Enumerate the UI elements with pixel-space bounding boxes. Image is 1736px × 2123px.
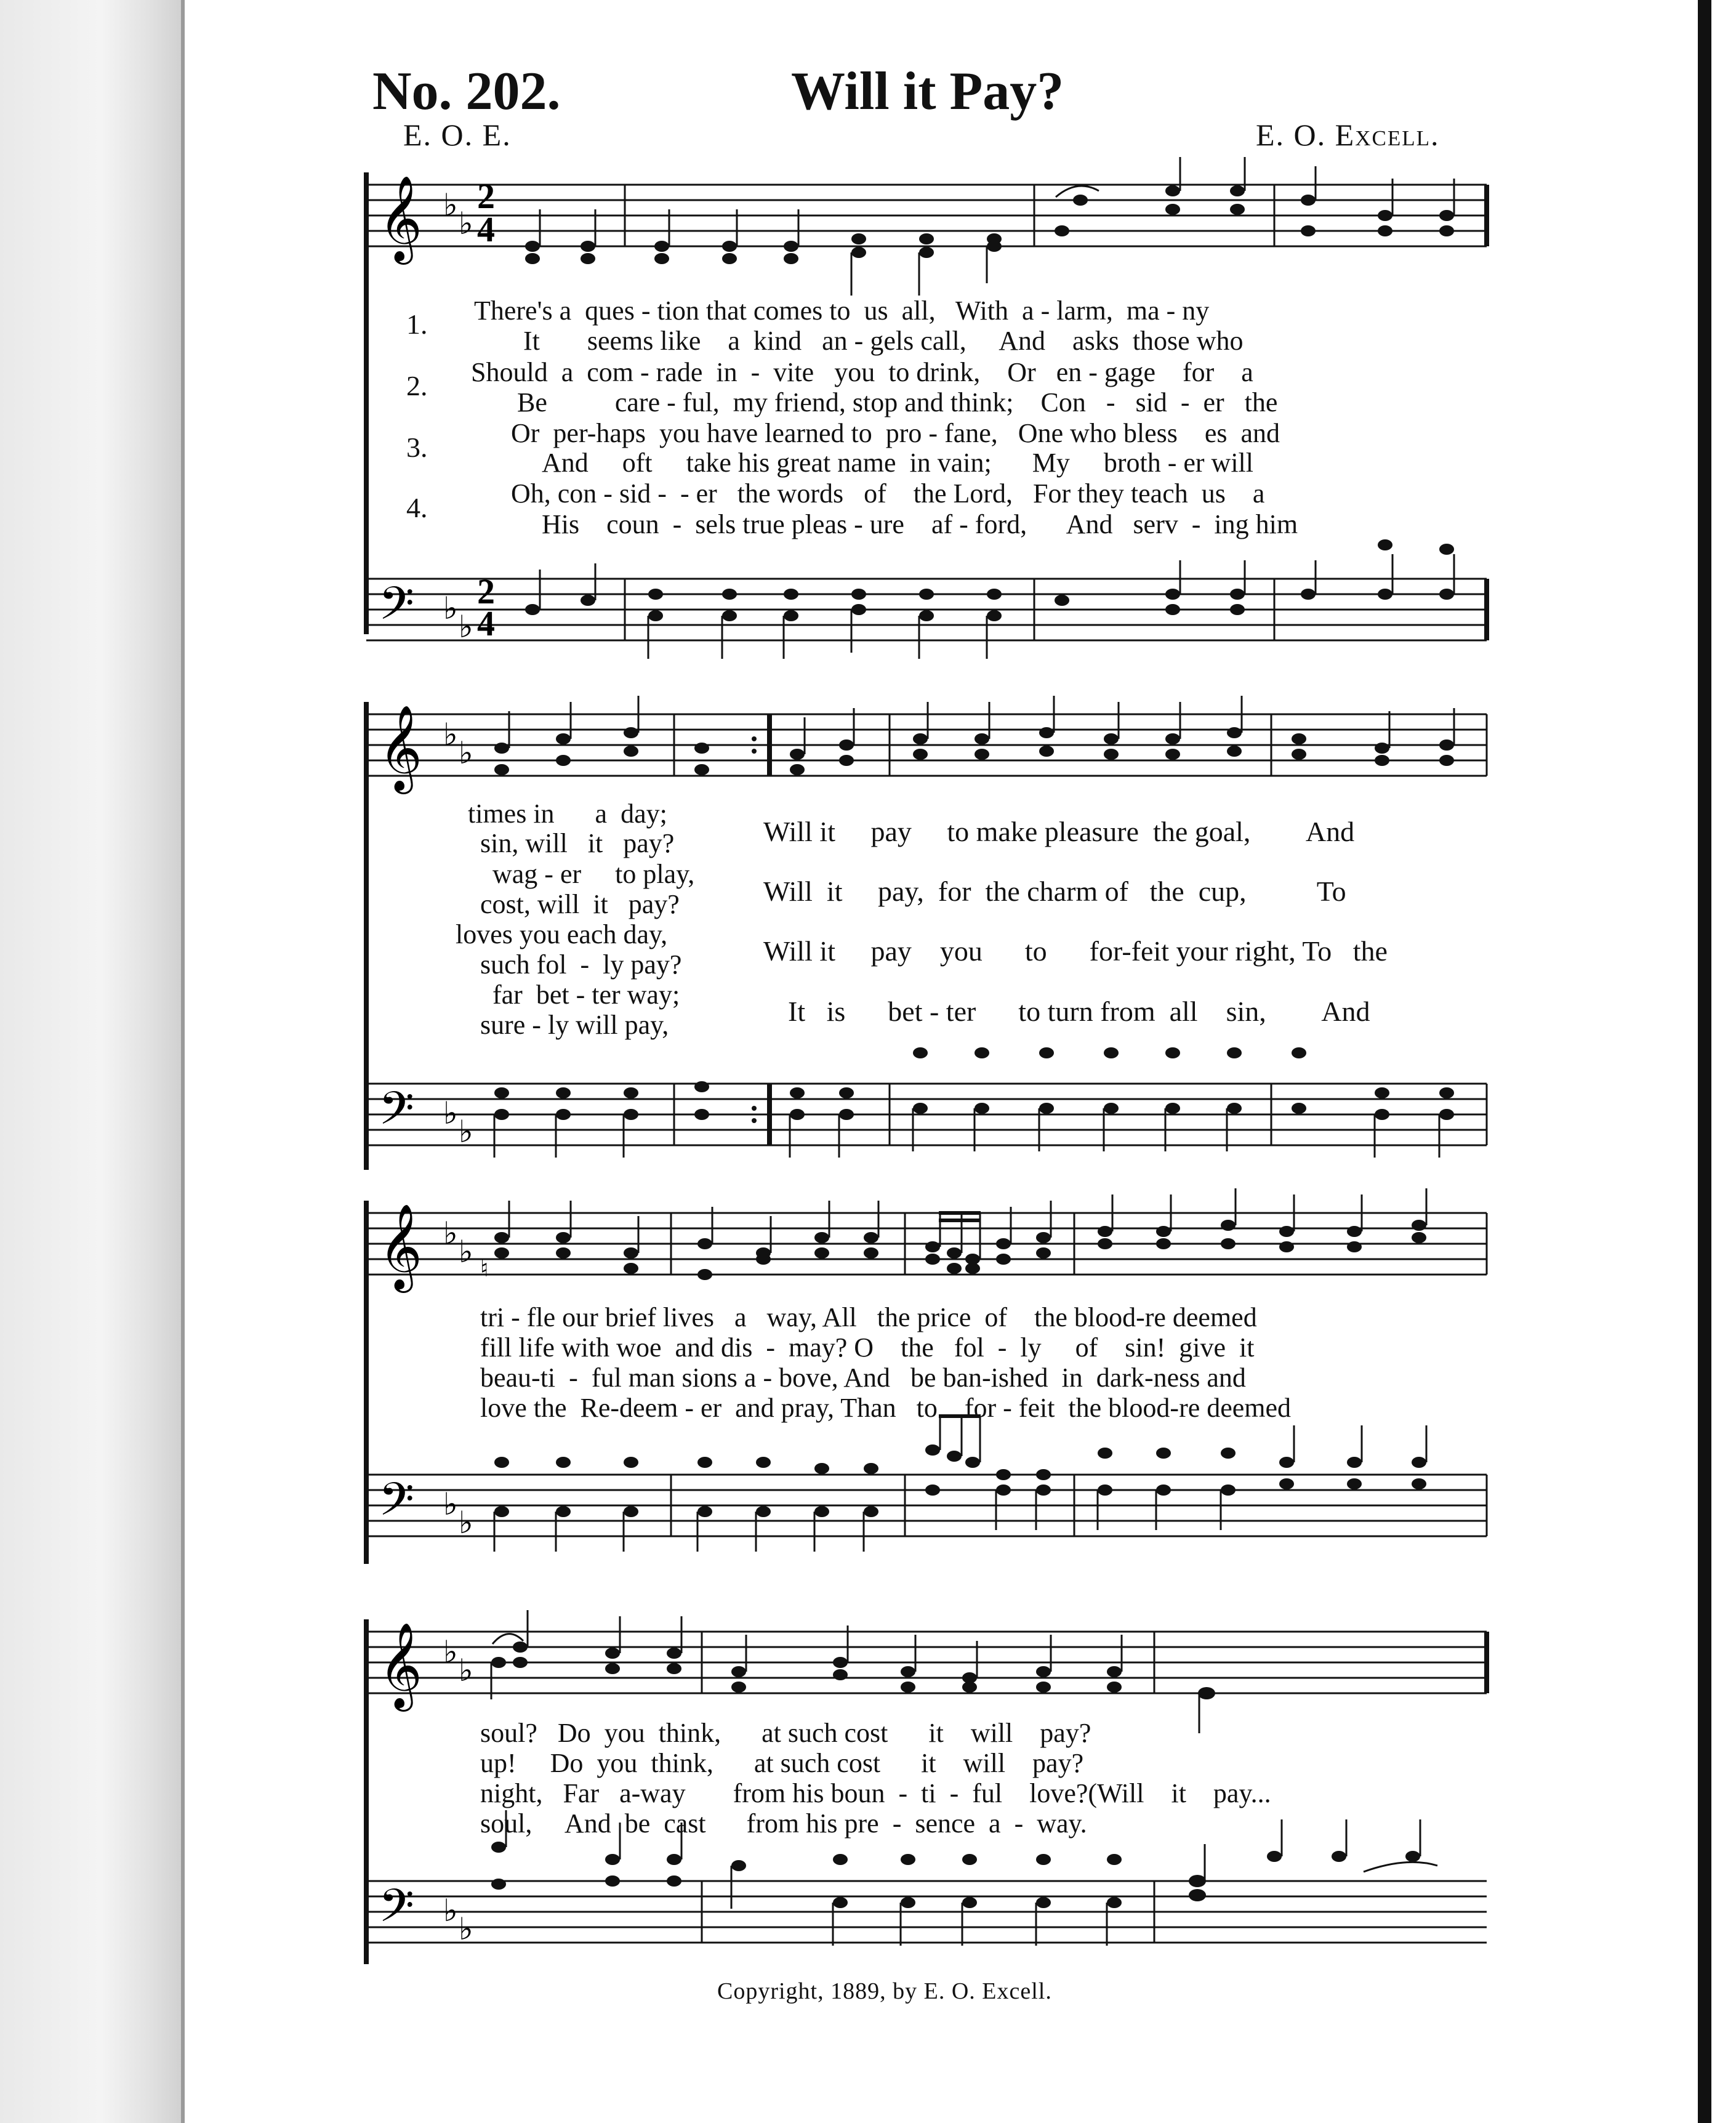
svg-text:♭: ♭ — [443, 1096, 458, 1130]
svg-text:♭: ♭ — [443, 1635, 458, 1669]
ending-line: far bet - ter way; — [492, 980, 680, 1010]
svg-text:𝄞: 𝄞 — [379, 175, 422, 261]
lyric-line: night, Far a-way from his boun - ti - ful love?(Will it pay... — [480, 1778, 1271, 1808]
page-edge-shadow — [1698, 0, 1711, 2123]
lyric-line: Oh, con - sid - - er the words of the Lord, For they teach us a — [511, 478, 1265, 509]
svg-text:𝄢: 𝄢 — [379, 577, 414, 642]
lyric-line: Be care - ful, my friend, stop and think; Con - sid - er the — [517, 387, 1278, 417]
lyric-line: Or per-haps you have learned to pro - fane, One who bless es and — [511, 418, 1280, 448]
lyricist-credit: E. O. E. — [403, 118, 512, 152]
hymn-number: No. 202. — [372, 62, 561, 121]
refrain-line: Will it pay, for the charm of the cup, To — [763, 876, 1346, 907]
svg-text:4: 4 — [477, 603, 495, 643]
lyric-line: tri - fle our brief lives a way, All the price of the blood-re deemed — [480, 1302, 1257, 1332]
verse-number: 2. — [406, 370, 428, 401]
lyric-line: soul, And be cast from his pre - sence a - way. — [480, 1808, 1087, 1839]
svg-text:𝄢: 𝄢 — [379, 1879, 414, 1944]
svg-text:♮: ♮ — [480, 1256, 489, 1282]
svg-text:♭: ♭ — [459, 1114, 473, 1149]
svg-text:♭: ♭ — [443, 1893, 458, 1928]
ending-line: cost, will it pay? — [480, 889, 680, 919]
svg-text:♭: ♭ — [459, 1912, 473, 1946]
lyric-line: There's a ques - tion that comes to us all, With a - larm, ma - ny — [474, 296, 1210, 326]
svg-text:♭: ♭ — [443, 717, 458, 752]
svg-text:♭: ♭ — [443, 1216, 458, 1251]
svg-text:♭: ♭ — [459, 1235, 473, 1269]
svg-text:𝄞: 𝄞 — [379, 1622, 422, 1708]
verse-number: 1. — [406, 308, 428, 340]
copyright-notice: Copyright, 1889, by E. O. Excell. — [717, 1978, 1052, 2004]
hymn-title: Will it Pay? — [791, 62, 1064, 121]
svg-text:♭: ♭ — [443, 1487, 458, 1521]
svg-text:♭: ♭ — [459, 1505, 473, 1540]
refrain-line: It is bet - ter to turn from all sin, And — [788, 996, 1370, 1027]
svg-text:♭: ♭ — [459, 206, 473, 241]
ending-line: loves you each day, — [456, 919, 668, 949]
verse-number: 4. — [406, 492, 428, 523]
svg-text:𝄞: 𝄞 — [379, 1204, 422, 1289]
lyric-line: love the Re-deem - er and pray, Than to for - feit the blood-re deemed — [480, 1393, 1292, 1423]
refrain-line: Will it pay you to for-feit your right, To the — [763, 935, 1388, 967]
lyric-line: soul? Do you think, at such cost it will pay? — [480, 1718, 1091, 1748]
ending-line: wag - er to play, — [492, 859, 695, 889]
lyric-line: beau-ti - ful man sions a - bove, And be ban-ished in dark-ness and — [480, 1363, 1246, 1393]
verse-number: 3. — [406, 432, 428, 463]
lyric-line: fill life with woe and dis - may? O the fol - ly of sin! give it — [480, 1332, 1255, 1363]
ending-line: such fol - ly pay? — [480, 949, 682, 980]
svg-text:4: 4 — [477, 209, 495, 249]
svg-text:𝄞: 𝄞 — [379, 705, 422, 791]
svg-text:𝄢: 𝄢 — [379, 1082, 414, 1146]
lyric-line: up! Do you think, at such cost it will pay? — [480, 1748, 1084, 1778]
svg-text:♭: ♭ — [459, 1653, 473, 1688]
lyric-line: His coun - sels true pleas - ure af - ford, And serv - ing him — [542, 509, 1298, 539]
ending-line: sin, will it pay? — [480, 828, 675, 858]
svg-text:♭: ♭ — [443, 188, 458, 222]
lyric-line: It seems like a kind an - gels call, And asks those who — [523, 326, 1244, 356]
lyric-line: And oft take his great name in vain; My broth - er will — [542, 448, 1253, 478]
ending-line: times in a day; — [468, 799, 667, 829]
ending-line: sure - ly will pay, — [480, 1010, 669, 1040]
svg-text:♭: ♭ — [459, 736, 473, 770]
refrain-line: Will it pay to make pleasure the goal, And — [763, 816, 1355, 847]
lyric-line: Should a com - rade in - vite you to drink, Or en - gage for a — [471, 357, 1253, 387]
svg-text:𝄢: 𝄢 — [379, 1473, 414, 1537]
svg-text:2: 2 — [477, 176, 495, 216]
svg-text:2: 2 — [477, 571, 495, 611]
svg-text:♭: ♭ — [459, 610, 473, 644]
svg-text:♭: ♭ — [443, 591, 458, 626]
composer-credit: E. O. Excell. — [1256, 118, 1440, 152]
book-binding-edge — [0, 0, 185, 2123]
